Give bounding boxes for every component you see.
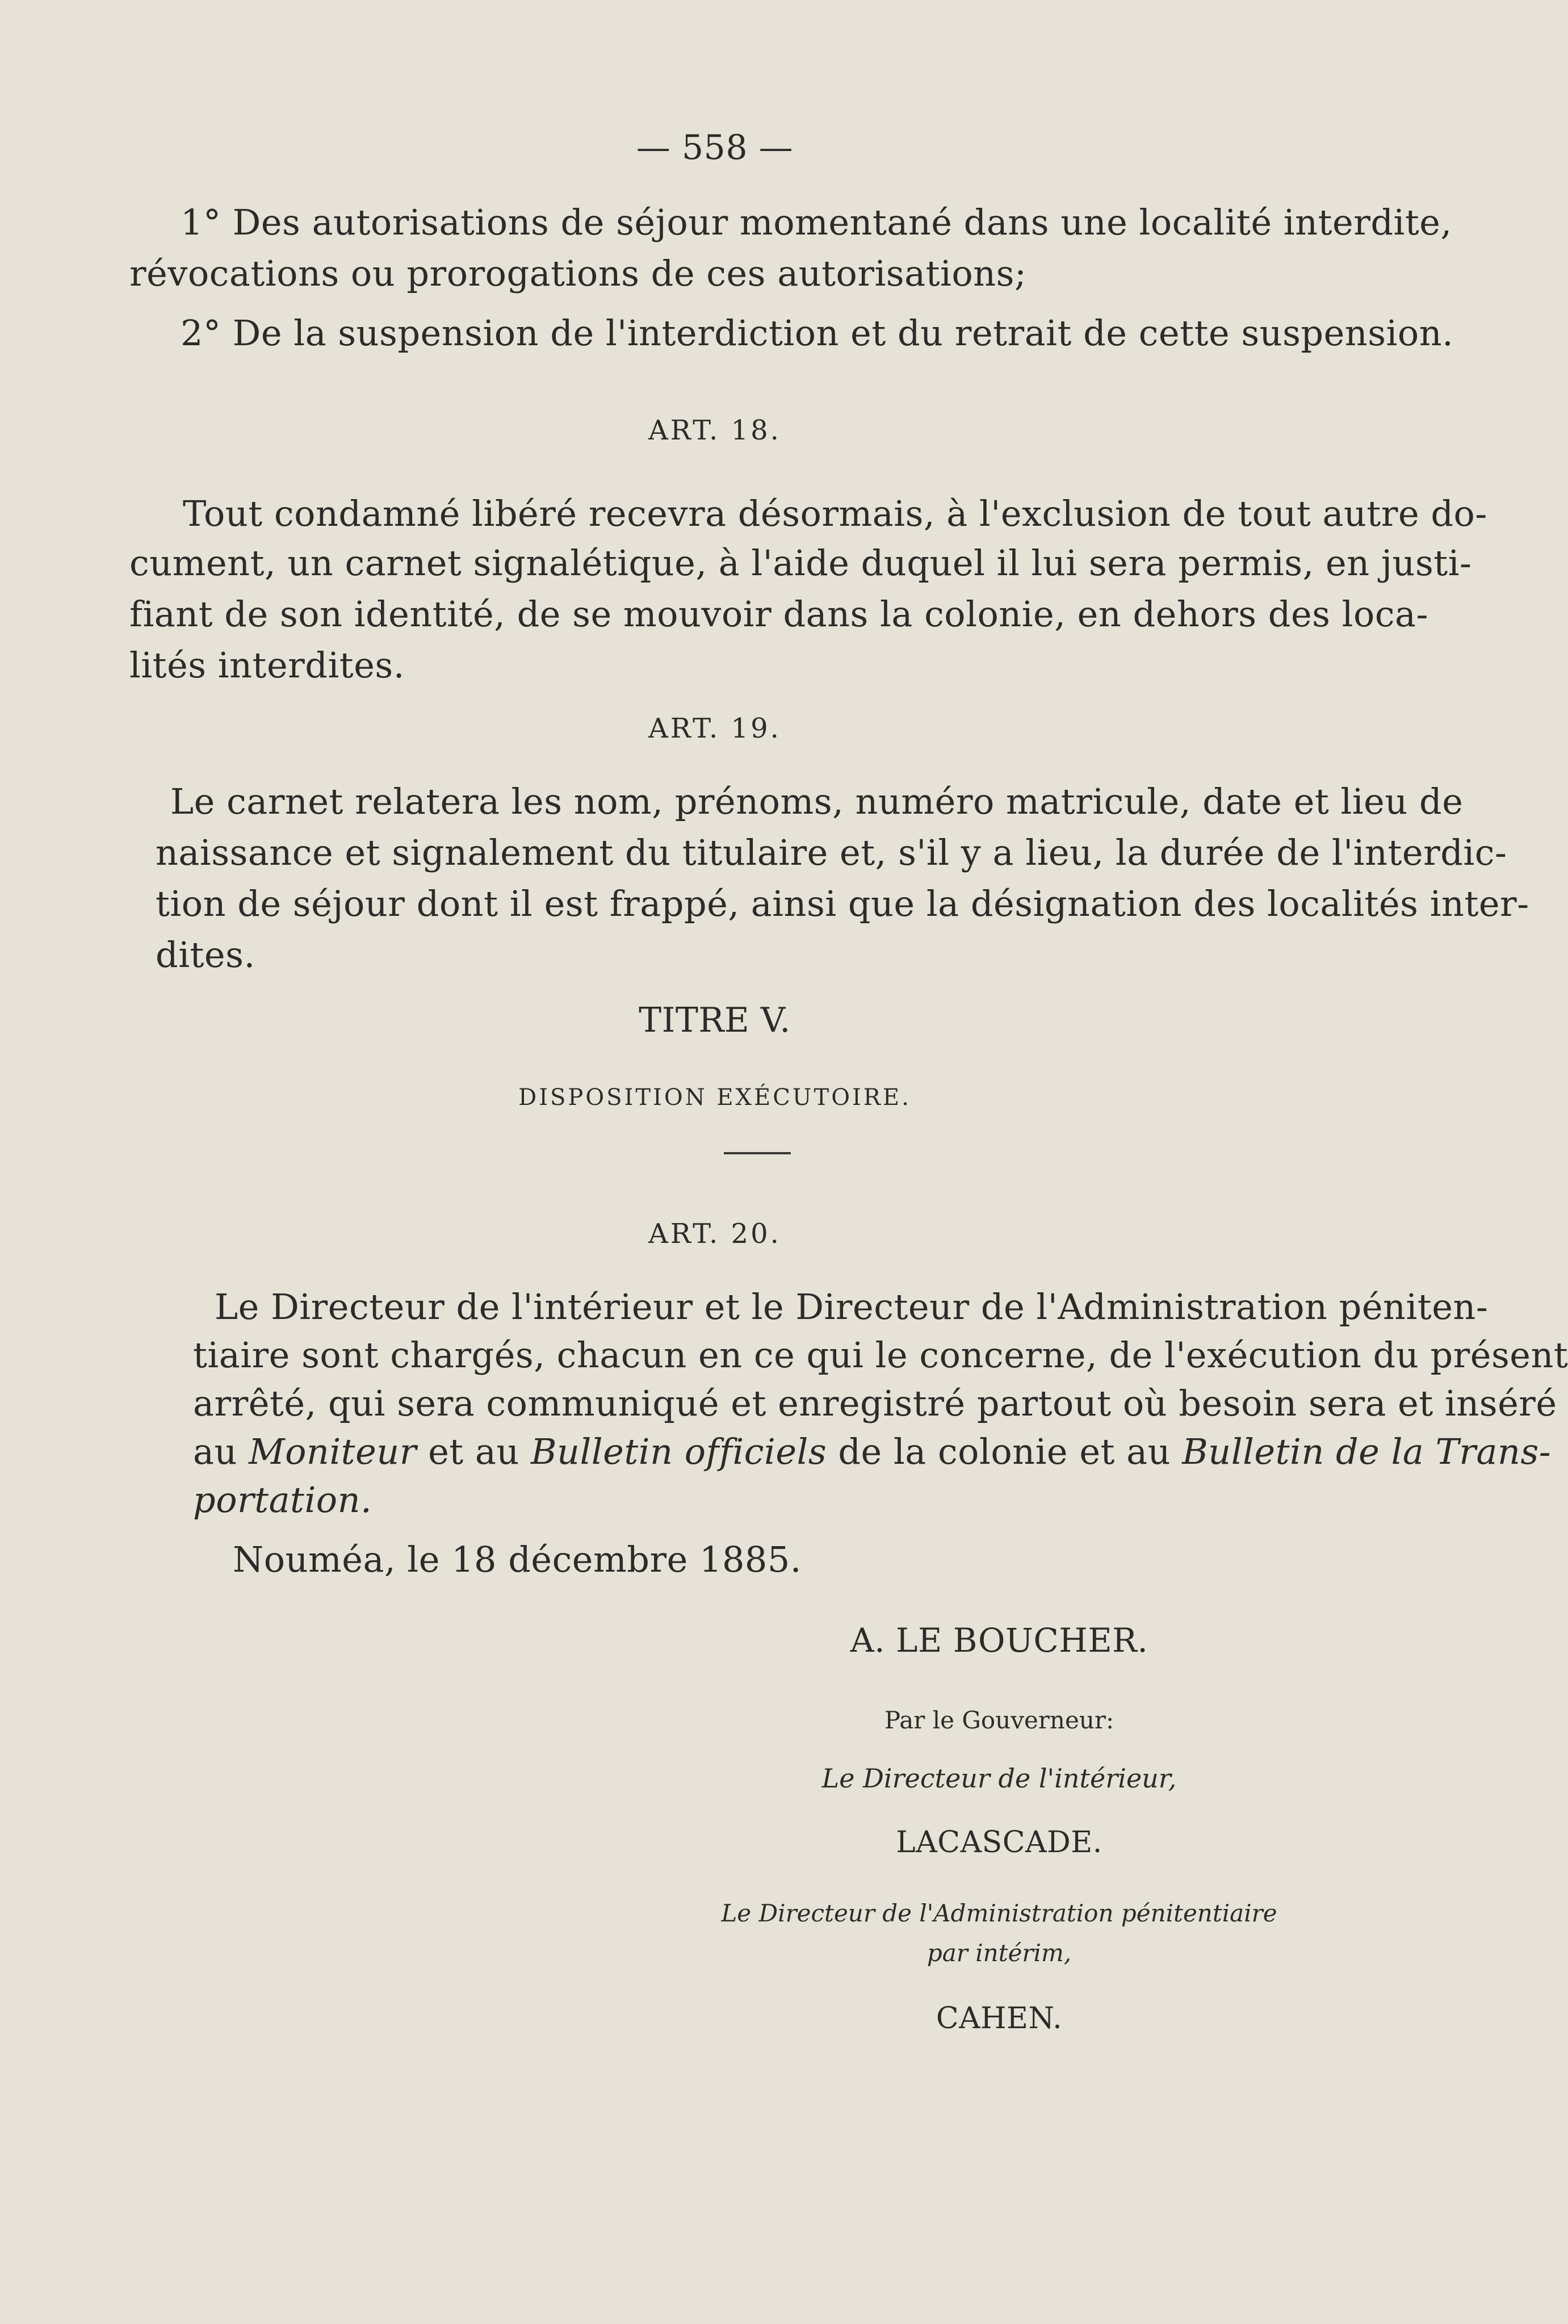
signature-directeur-administration: Le Directeur de l'Administration pénitentiaire: [721, 1899, 1277, 1927]
art-20-line-5: portation.: [193, 1479, 372, 1521]
art-20-line-4: [193, 1431, 1552, 1472]
art-19-line-4: dites.: [156, 934, 255, 975]
art-20-line-4-c: de la colonie et au: [827, 1431, 1183, 1472]
art-19-line-1: Le carnet relatera les nom, prénoms, numéro matricule, date et lieu de: [170, 781, 1464, 822]
signature-interim: par intérim,: [926, 1939, 1072, 1967]
item-line-2: révocations ou prorogations de ces autorisations;: [129, 253, 1027, 294]
art-19-line-2: naissance et signalement du titulaire et, s'il y a lieu, la durée de l'interdic-: [156, 832, 1507, 873]
art-18-line-4: lités interdites.: [129, 644, 405, 686]
art-20-heading: ART. 20.: [648, 1218, 781, 1250]
bulletin-officiels-title: Bulletin officiels: [530, 1431, 827, 1472]
titre-heading: TITRE V.: [639, 1000, 791, 1040]
art-20-line-2: tiaire sont chargés, chacun en ce qui le concerne, de l'exécution du présent: [193, 1334, 1568, 1376]
art-20-line-3: arrêté, qui sera communiqué et enregistré partout où besoin sera et inséré: [193, 1383, 1557, 1424]
art-18-line-3: fiant de son identité, de se mouvoir dans la colonie, en dehors des loca-: [129, 593, 1428, 635]
art-20-line-4-a: au: [193, 1431, 249, 1472]
section-divider: [724, 1152, 791, 1154]
art-20-line-1: Le Directeur de l'intérieur et le Directeur de l'Administration péniten-: [215, 1286, 1489, 1328]
art-19-line-3: tion de séjour dont il est frappé, ainsi que la désignation des localités inter-: [156, 883, 1529, 924]
bulletin-transportation-title: Bulletin de la Trans-: [1182, 1431, 1552, 1472]
art-20-line-4-b: et au: [416, 1431, 531, 1472]
item-line-3: 2° De la suspension de l'interdiction et du retrait de cette suspension.: [181, 312, 1454, 354]
art-18-heading: ART. 18.: [648, 414, 781, 446]
art-18-line-2: cument, un carnet signalétique, à l'aide duquel il lui sera permis, en justi-: [129, 542, 1472, 584]
signature-governor: A. LE BOUCHER.: [850, 1621, 1148, 1660]
signature-cahen: CAHEN.: [936, 2001, 1063, 2036]
signature-directeur-interieur: Le Directeur de l'intérieur,: [821, 1763, 1177, 1794]
art-18-line-1: Tout condamné libéré recevra désormais, à l'exclusion de tout autre do-: [183, 493, 1487, 534]
signature-par-gouverneur: Par le Gouverneur:: [884, 1706, 1114, 1734]
signature-lacascade: LACASCADE.: [896, 1825, 1102, 1860]
page-number: — 558 —: [636, 128, 794, 168]
moniteur-title: Moniteur: [249, 1431, 417, 1472]
date-line: Nouméa, le 18 décembre 1885.: [233, 1539, 802, 1580]
titre-subtitle: DISPOSITION EXÉCUTOIRE.: [518, 1084, 911, 1111]
art-19-heading: ART. 19.: [648, 713, 781, 744]
item-line-1: 1° Des autorisations de séjour momentané dans une localité interdite,: [181, 202, 1452, 243]
